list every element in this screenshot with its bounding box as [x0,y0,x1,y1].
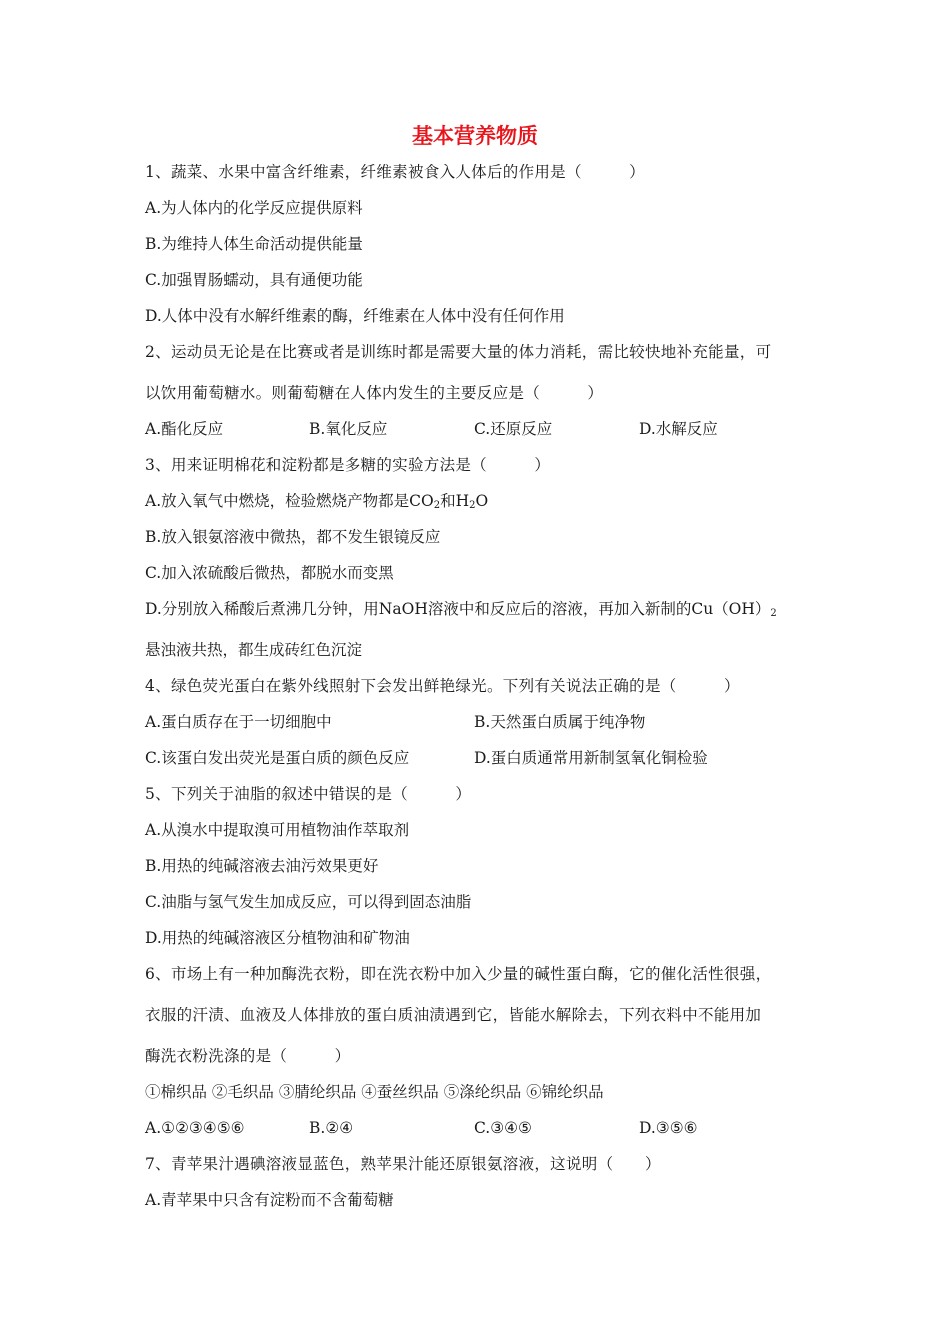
question-7-stem: 7、青苹果汁遇碘溶液显蓝色，熟苹果汁能还原银氨溶液，这说明（ ） [145,1155,661,1173]
question-3-option-d-line-1: D.分别放入稀酸后煮沸几分钟，用NaOH溶液中和反应后的溶液，再加入新制的$Cu(OH)_2$ [145,600,777,619]
question-1-option-a: A.为人体内的化学反应提供原料 [145,199,363,217]
question-4-option-b: B.天然蛋白质属于纯净物 [474,713,646,731]
question-6-stem-line-1: 6、市场上有一种加酶洗衣粉，即在洗衣粉中加入少量的碱性蛋白酶，它的催化活性很强， [145,965,772,983]
question-4-stem: 4、绿色荧光蛋白在紫外线照射下会发出鲜艳绿光。下列有关说法正确的是（ ） [145,677,740,695]
question-1-option-b: B.为维持人体生命活动提供能量 [145,235,363,253]
question-3-option-b: B.放入银氨溶液中微热，都不发生银镜反应 [145,528,441,546]
question-3-stem: 3、用来证明棉花和淀粉都是多糖的实验方法是（ ） [145,456,551,474]
question-4-option-a: A.蛋白质存在于一切细胞中 [145,713,332,731]
question-2-option-c: C.还原反应 [474,420,553,438]
question-2-option-a: A.酯化反应 [145,420,224,438]
question-2-stem-line-1: 2、运动员无论是在比赛或者是训练时都是需要大量的体力消耗，需比较快地补充能量，可 [145,343,772,361]
question-7-option-a: A.青苹果中只含有淀粉而不含葡萄糖 [145,1191,394,1209]
question-3-option-d-line-2: 悬浊液共热，都生成砖红色沉淀 [145,641,363,659]
question-5-stem: 5、下列关于油脂的叙述中错误的是（ ） [145,785,472,803]
question-2-option-d: D.水解反应 [639,420,718,438]
question-1-stem: 1、蔬菜、水果中富含纤维素，纤维素被食入人体后的作用是（ ） [145,163,645,181]
question-6-fabric-list: ①棉织品 ②毛织品 ③腈纶织品 ④蚕丝织品 ⑤涤纶织品 ⑥锦纶织品 [145,1083,604,1101]
question-1-option-d: D.人体中没有水解纤维素的酶，纤维素在人体中没有任何作用 [145,307,565,325]
document-title: 基本营养物质 [412,124,538,148]
question-2-stem-line-2: 以饮用葡萄糖水。则葡萄糖在人体内发生的主要反应是（ ） [145,384,604,402]
question-3-option-a: A.放入氧气中燃烧，检验燃烧产物都是$CO_2$和$H_2O$ [145,492,489,511]
question-2-option-b: B.氧化反应 [309,420,388,438]
question-5-option-c: C.油脂与氢气发生加成反应，可以得到固态油脂 [145,893,472,911]
question-5-option-d: D.用热的纯碱溶液区分植物油和矿物油 [145,929,410,947]
question-6-option-a: A.①②③④⑤⑥ [145,1119,245,1137]
question-5-option-a: A.从溴水中提取溴可用植物油作萃取剂 [145,821,410,839]
question-4-option-d: D.蛋白质通常用新制氢氧化铜检验 [474,749,708,767]
question-6-option-d: D.③⑤⑥ [639,1119,698,1137]
question-1-option-c: C.加强胃肠蠕动，具有通便功能 [145,271,363,289]
question-6-stem-line-2: 衣服的汗渍、血液及人体排放的蛋白质油渍遇到它，皆能水解除去，下列衣料中不能用加 [145,1006,762,1024]
question-3-option-c: C.加入浓硫酸后微热，都脱水而变黑 [145,564,394,582]
question-4-option-c: C.该蛋白发出荧光是蛋白质的颜色反应 [145,749,410,767]
question-5-option-b: B.用热的纯碱溶液去油污效果更好 [145,857,379,875]
question-6-option-b: B.②④ [309,1119,354,1137]
question-6-option-c: C.③④⑤ [474,1119,532,1137]
question-6-stem-line-3: 酶洗衣粉洗涤的是（ ） [145,1047,351,1065]
